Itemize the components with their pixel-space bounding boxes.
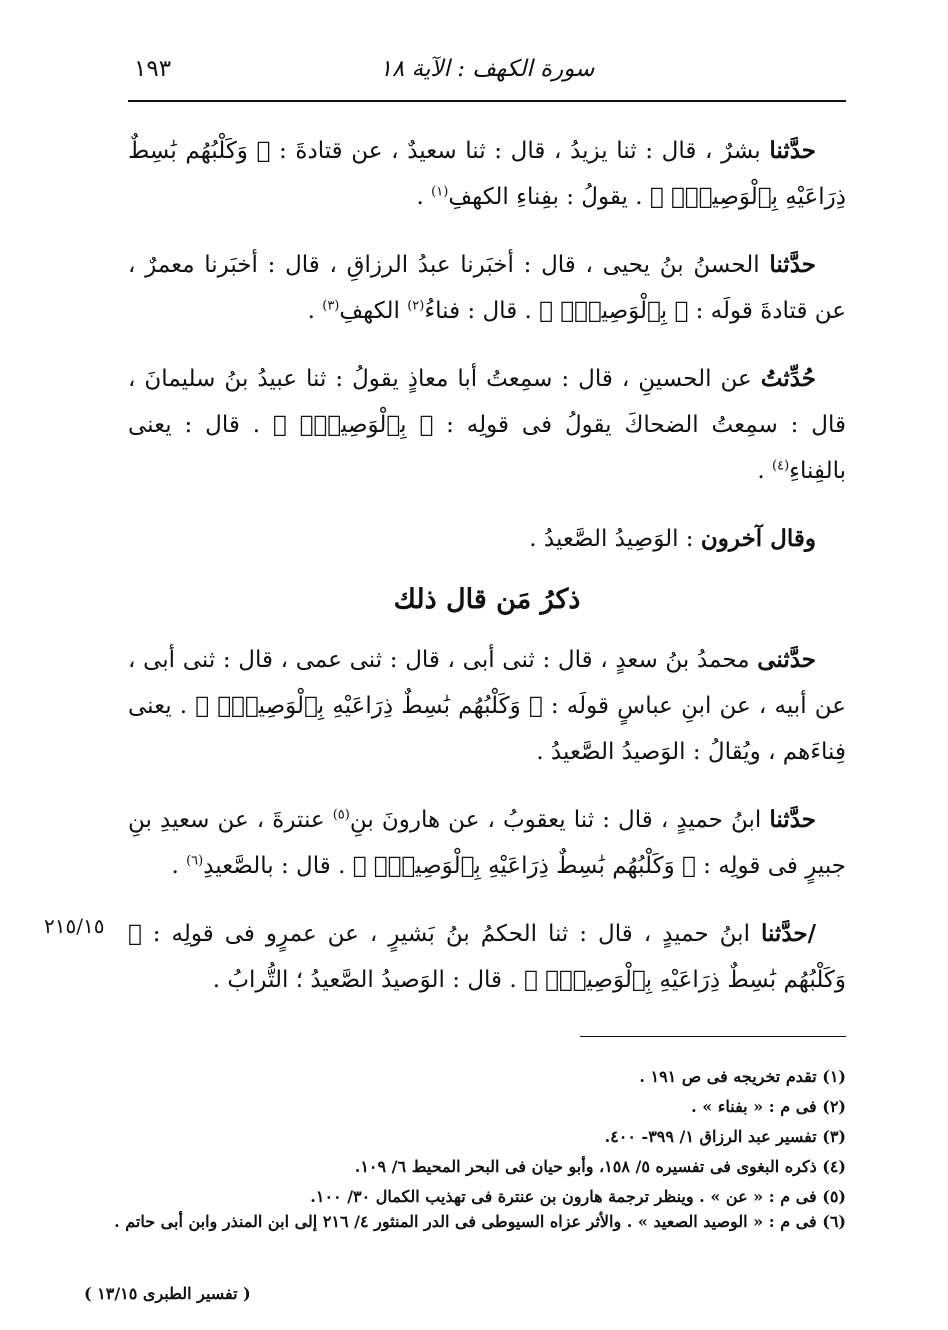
footnote-marker[interactable]: (٢) (407, 298, 425, 314)
footnote-marker[interactable]: (٣) (322, 298, 340, 314)
footnotes (80, 1062, 846, 1232)
paragraph-speaker: حُدِّثتُ (760, 365, 817, 392)
footnote-5: (٥) فى م : « عن » . وينظر ترجمة هارون بن عنترة فى تهذيب الكمال ٣٠/ ١٠٠. (310, 1187, 846, 1206)
paragraph-speaker: حدَّثنى (757, 646, 817, 673)
footnote-1: (١) تقدم تخريجه فى ص ١٩١ . (639, 1067, 846, 1086)
paragraph-end: . (757, 458, 773, 484)
footnote-marker[interactable]: (١) (431, 184, 449, 200)
paragraph-6 (128, 797, 846, 889)
paragraph-text: : الوَصِيدُ الصَّعيدُ . (529, 526, 701, 552)
paragraph-text: عن الحسينِ ، قال : سمِعتُ أبا معاذٍ يقولُ : ثنا عبيدُ بنُ سليمانَ ، قال : سمِعتُ الضحاكَ يقولُ فى قولِه : ﴿ بِٱلْوَصِيدِۚ ﴾ . قال : يعنى بالفِناءِ (128, 366, 846, 484)
footnote-6: (٦) فى م : « الوصيد الصعيد » . والأثر عزاه السيوطى فى الدر المنثور ٤/ ٢١٦ إلى ابن المنذر وابن أبى حاتم . (114, 1212, 846, 1231)
paragraph-text: ابنُ حميدٍ ، قال : ثنا يعقوبُ ، عن هارونَ بنِ (349, 807, 762, 833)
footnote-4: (٤) ذكره البغوى فى تفسيره ٥/ ١٥٨، وأبو حيان فى البحر المحيط ٦/ ١٠٩. (354, 1157, 846, 1176)
footnote-2: (٢) فى م : « بفناء » . (691, 1097, 846, 1116)
paragraph-speaker: حدَّثنا (769, 251, 816, 278)
paragraph-end: . (307, 298, 323, 324)
paragraph-end: . (171, 853, 187, 879)
paragraph-text: محمدُ بنُ سعدٍ ، قال : ثنى أبى ، قال : ثنى عمى ، قال : ثنى أبى ، عن أبيه ، عن ابنِ عباسٍ قولَه : ﴿ وَكَلْبُهُم بَٰسِطٌ ذِرَاعَيْهِ بِٱلْوَصِيدِۚ ﴾ . يعنى فِناءَهم ، ويُقالُ : الوَصيدُ الصَّعيدُ . (128, 647, 846, 765)
paragraph-speaker: /حدَّثنا (760, 920, 817, 947)
running-title: سورة الكهف : الآية ١٨ (379, 56, 595, 82)
page-number: ١٩٣ (134, 56, 172, 82)
footnote-marker[interactable]: (٦) (186, 853, 204, 869)
page-header (128, 52, 846, 96)
paragraph-end: . (416, 184, 432, 210)
paragraph-text: الحسنُ بنُ يحيى ، قال : أخبَرنا عبدُ الرزاقِ ، قال : أخبَرنا معمرٌ ، عن قتادةَ قولَه : ﴿ بِٱلْوَصِيدِۚ ﴾ . قال : فناءُ (128, 252, 846, 324)
paragraph-7 (128, 911, 846, 1003)
paragraph-2 (128, 242, 846, 334)
paragraph-text-cont: الكهفِ (339, 298, 408, 324)
margin-reference: ٢١٥/١٥ (44, 914, 105, 938)
section-heading: ذكرُ مَن قال ذلك (393, 584, 581, 615)
paragraph-text: بشرٌ ، قال : ثنا يزيدُ ، قال : ثنا سعيدٌ ، عن قتادةَ : ﴿ وَكَلْبُهُم بَٰسِطٌ ذِرَاعَيْهِ بِٱلْوَصِيدِۚ ﴾ . يقولُ : بفِناءِ الكهفِ (128, 138, 846, 210)
paragraph-speaker: حدَّثنا (769, 137, 817, 164)
header-rule (128, 100, 846, 102)
paragraph-3 (128, 356, 846, 494)
paragraph-5 (128, 637, 846, 775)
footnote-3: (٣) تفسير عبد الرزاق ١/ ٣٩٩- ٤٠٠. (604, 1127, 846, 1146)
paragraph-speaker: وقال آخرون (700, 525, 816, 552)
paragraph-text: ابنُ حميدٍ ، قال : ثنا الحكمُ بنُ بَشيرٍ ، عن عمرٍو فى قولِه : ﴿ وَكَلْبُهُم بَٰسِطٌ ذِرَاعَيْهِ بِٱلْوَصِيدِۚ ﴾ . قال : الوَصيدُ الصَّعيدُ ؛ التُّرابُ . (128, 921, 846, 993)
footnote-marker[interactable]: (٥) (332, 807, 350, 823)
paragraph-speaker: حدَّثنا (769, 806, 816, 833)
footnote-marker[interactable]: (٤) (772, 458, 790, 474)
main-text (128, 128, 846, 1025)
paragraph-text-cont: عنترةَ ، عن سعيدِ بنِ جبيرٍ فى قولِه : ﴿ وَكَلْبُهُم بَٰسِطٌ ذِرَاعَيْهِ بِٱلْوَصِيدِۚ ﴾ . قال : بالصَّعيدِ (128, 807, 846, 879)
footnote-rule (580, 1036, 846, 1037)
paragraph-4 (128, 516, 846, 562)
paragraph-1 (128, 128, 846, 220)
footer-reference: ( تفسير الطبرى ١٣/١٥ ) (84, 1284, 251, 1303)
